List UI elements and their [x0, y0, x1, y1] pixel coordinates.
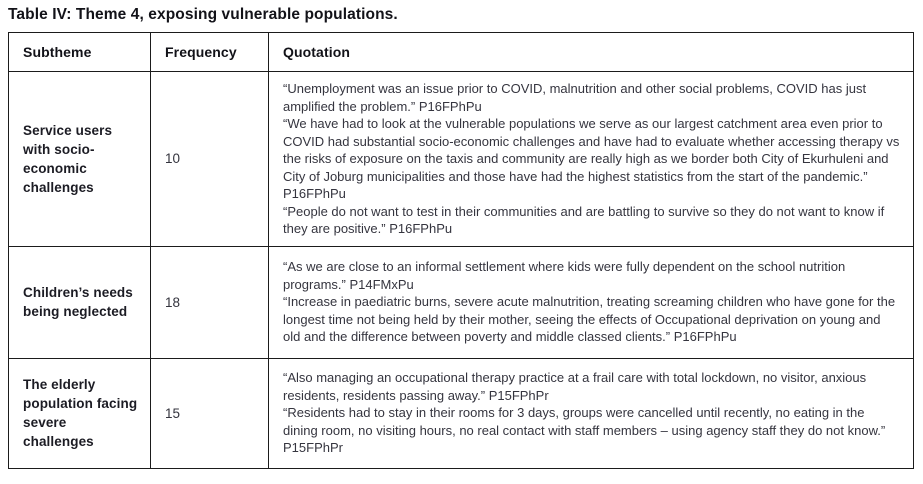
header-frequency: Frequency: [151, 33, 269, 72]
header-subtheme: Subtheme: [9, 33, 151, 72]
subtheme-cell: The elderly population facing severe challenges: [9, 358, 151, 468]
quotation-text: “We have had to look at the vulnerable populations we serve as our largest catchment area even prior to COVID had substantial socio-economic challenges and have had to evaluate whether accessing therapy vs the risks of exposure on the taxis and community are really high as we border both City of Ekurhuleni and City of Joburg municipalities and those have had the highest statistics from the start of the pandemic.” P16FPhPu: [283, 116, 900, 201]
quotation-text: “People do not want to test in their communities and are battling to survive so they do not want to know if they are positive.” P16FPhPu: [283, 203, 885, 236]
header-quotation: Quotation: [269, 33, 914, 72]
quotation-cell: [269, 72, 914, 247]
frequency-cell: 18: [151, 246, 269, 358]
table-row-children-needs: [9, 246, 914, 358]
frequency-cell: 15: [151, 358, 269, 468]
subtheme-cell: Children’s needs being neglected: [9, 246, 151, 358]
quotation-text: “Unemployment was an issue prior to COVID, malnutrition and other social problems, COVID has just amplified the problem.” P16FPhPu: [283, 81, 867, 114]
quotation-text: “Increase in paediatric burns, severe acute malnutrition, treating screaming children who have gone for the longest time not being held by their mother, seeing the effects of Occupational deprivation on young and old and the difference between poverty and middle classed clients.” P16FPhPu: [283, 294, 896, 345]
subtheme-cell: Service users with socio-economic challenges: [9, 72, 151, 247]
quotation-cell: [269, 246, 914, 358]
quotation-text: “Residents had to stay in their rooms for 3 days, groups were cancelled until recently, no eating in the dining room, no visiting hours, no real contact with staff members – using agency staff they do not know.” P15FPhPr: [283, 405, 886, 456]
table-title: Table IV: Theme 4, exposing vulnerable populations.: [8, 6, 398, 23]
frequency-cell: 10: [151, 72, 269, 247]
quotation-text: “Also managing an occupational therapy practice at a frail care with total lockdown, no visitor, anxious residents, residents passing away.” P15FPhPr: [283, 370, 867, 403]
quotation-cell: [269, 358, 914, 468]
table-row-service-users: [9, 72, 914, 247]
table-header-row: [9, 33, 914, 72]
theme4-table: [8, 32, 914, 469]
table-row-elderly-population: [9, 358, 914, 468]
quotation-text: “As we are close to an informal settlement where kids were fully dependent on the school nutrition programs.” P14FMxPu: [283, 259, 846, 292]
